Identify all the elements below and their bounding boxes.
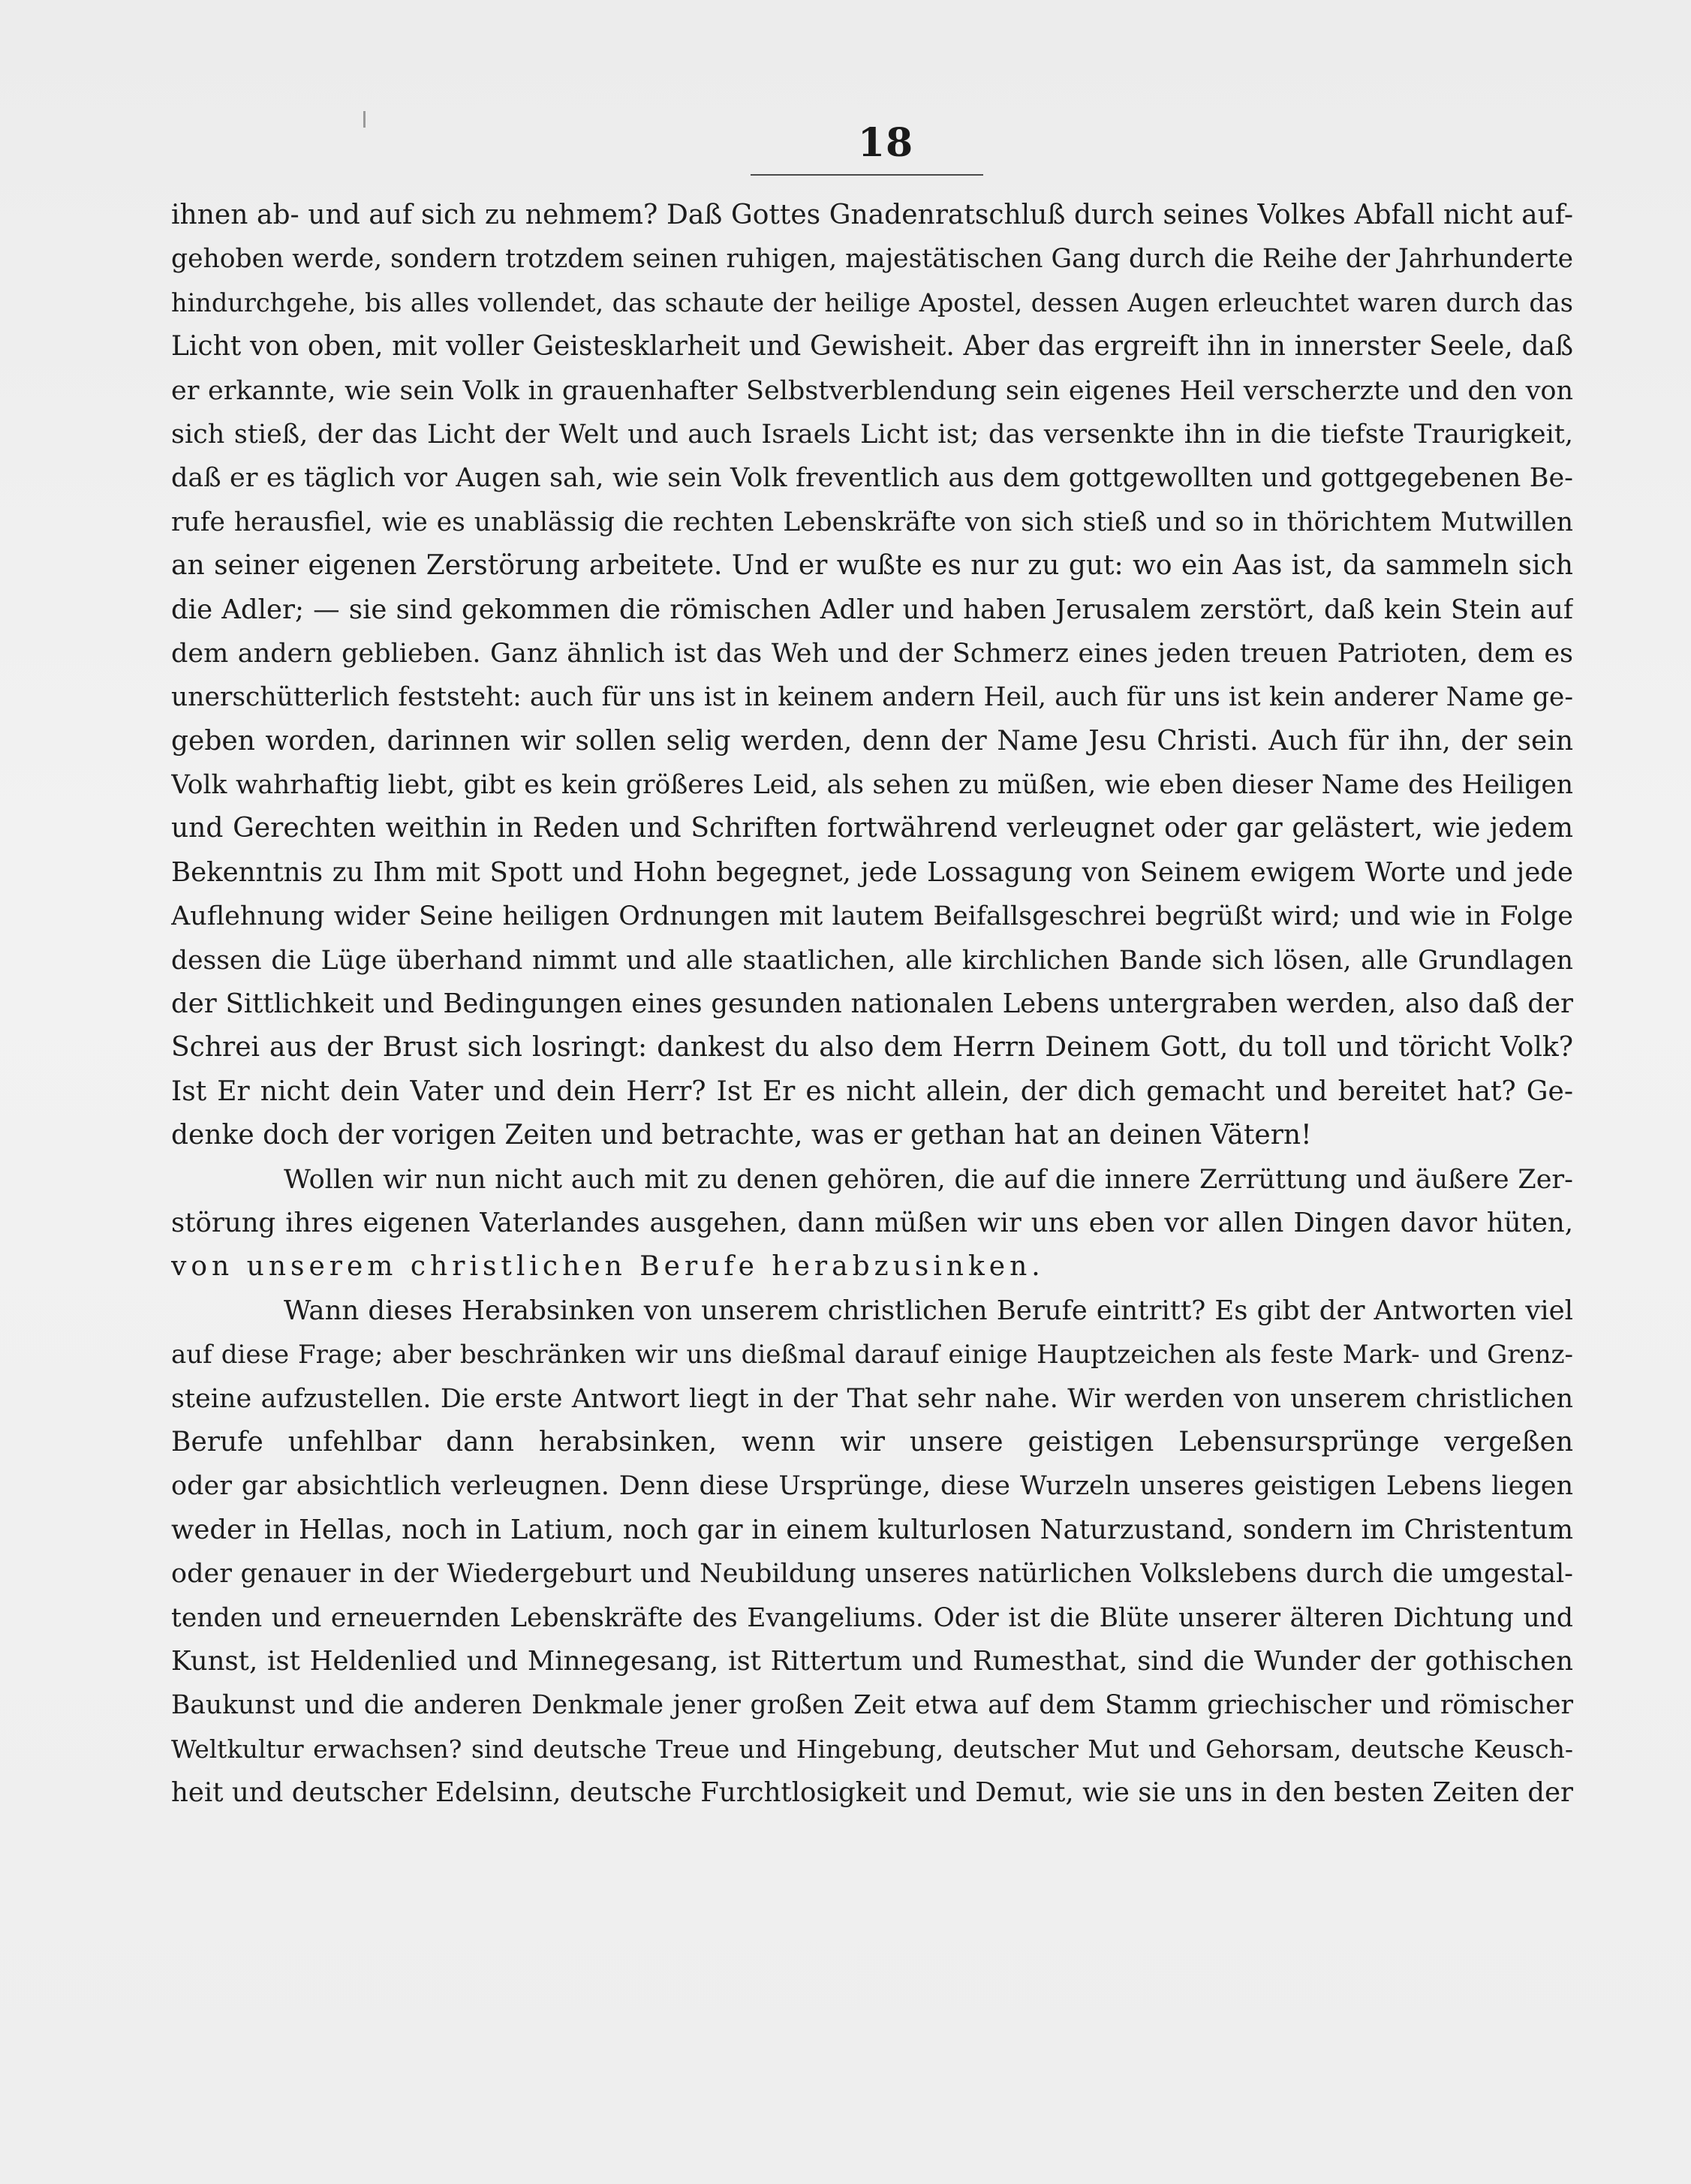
- text-line: der Sittlichkeit und Bedingungen eines gesunden nationalen Lebens untergraben werden, also daß der: [171, 988, 1573, 1020]
- text-line: dessen die Lüge überhand nimmt und alle staatlichen, alle kirchlichen Bande sich lösen, alle Grundlagen: [171, 945, 1573, 976]
- text-line: steine aufzustellen. Die erste Antwort liegt in der That sehr nahe. Wir werden von unserem christlichen: [171, 1383, 1573, 1414]
- text-line: Weltkultur erwachsen? sind deutsche Treue und Hingebung, deutscher Mut und Gehorsam, deutsche Keusch-: [171, 1734, 1573, 1764]
- text-line: auf diese Frage; aber beschränken wir uns dießmal darauf einige Hauptzeichen als feste Mark- und Grenz-: [171, 1340, 1573, 1370]
- text-line: Wann dieses Herabsinken von unserem christlichen Berufe eintritt? Es gibt der Antworten viel: [284, 1295, 1573, 1326]
- text-line: hindurchgehe, bis alles vollendet, das schaute der heilige Apostel, dessen Augen erleuchtet waren durch das: [171, 287, 1573, 317]
- text-line: rufe herausfiel, wie es unablässig die rechten Lebenskräfte von sich stieß und so in thörichtem Mutwillen: [171, 507, 1573, 537]
- text-line: Berufe unfehlbar dann herabsinken, wenn wir unsere geistigen Lebensursprünge vergeßen: [171, 1426, 1573, 1458]
- page-number-rule: [751, 174, 983, 176]
- text-line: Wollen wir nun nicht auch mit zu denen gehören, die auf die innere Zerrüttung und äußere Zer-: [284, 1164, 1573, 1195]
- text-line: Kunst, ist Heldenlied und Minnegesang, ist Rittertum und Rumesthat, sind die Wunder der gothischen: [171, 1645, 1573, 1677]
- text-line: tenden und erneuernden Lebenskräfte des Evangeliums. Oder ist die Blüte unserer älteren Dichtung und: [171, 1602, 1573, 1633]
- text-line: und Gerechten weithin in Reden und Schriften fortwährend verleugnet oder gar gelästert, wie jedem: [171, 813, 1573, 844]
- text-line: die Adler; — sie sind gekommen die römischen Adler und haben Jerusalem zerstört, daß kein Stein auf: [171, 594, 1573, 625]
- text-line: denke doch der vorigen Zeiten und betrachte, was er gethan hat an deinen Vätern!: [171, 1120, 1312, 1151]
- text-line: sich stieß, der das Licht der Welt und auch Israels Licht ist; das versenkte ihn in die tiefste Traurigkeit,: [171, 419, 1573, 450]
- text-line: Bekenntnis zu Ihm mit Spott und Hohn begegnet, jede Lossagung von Seinem ewigem Worte und jede: [171, 856, 1573, 888]
- text-line: er erkannte, wie sein Volk in grauenhafter Selbstverblendung sein eigenes Heil verscherzte und den von: [171, 375, 1573, 406]
- text-line: gehoben werde, sondern trotzdem seinen ruhigen, majestätischen Gang durch die Reihe der Jahrhunderte: [171, 244, 1573, 275]
- body-text: [171, 194, 1573, 1815]
- text-line: Licht von oben, mit voller Geistesklarheit und Gewisheit. Aber das ergreift ihn in innerster Seele, daß: [171, 331, 1573, 362]
- text-line: Baukunst und die anderen Denkmale jener großen Zeit etwa auf dem Stamm griechischer und römischer: [171, 1690, 1573, 1721]
- text-line: von unserem christlichen Berufe herabzusinken.: [171, 1251, 1045, 1283]
- text-line: weder in Hellas, noch in Latium, noch gar in einem kulturlosen Naturzustand, sondern im Christentum: [171, 1514, 1573, 1545]
- text-line: unerschütterlich feststeht: auch für uns ist in keinem andern Heil, auch für uns ist kein anderer Name ge-: [171, 682, 1573, 713]
- text-line: oder genauer in der Wiedergeburt und Neubildung unseres natürlichen Volkslebens durch die umgestal-: [171, 1559, 1573, 1590]
- page-number: 18: [857, 120, 914, 166]
- text-line: daß er es täglich vor Augen sah, wie sein Volk freventlich aus dem gottgewollten und gottgegebenen Be-: [171, 463, 1573, 494]
- text-line: geben worden, darinnen wir sollen selig werden, denn der Name Jesu Christi. Auch für ihn, der sein: [171, 725, 1573, 757]
- text-line: dem andern geblieben. Ganz ähnlich ist das Weh und der Schmerz eines jeden treuen Patrioten, dem es: [171, 638, 1573, 669]
- text-line: heit und deutscher Edelsinn, deutsche Furchtlosigkeit und Demut, wie sie uns in den besten Zeiten der: [171, 1777, 1573, 1809]
- text-line: ihnen ab- und auf sich zu nehmem? Daß Gottes Gnadenratschluß durch seines Volkes Abfall nicht auf-: [171, 200, 1573, 230]
- text-line: Ist Er nicht dein Vater und dein Herr? Ist Er es nicht allein, der dich gemacht und bereitet hat? Ge-: [171, 1075, 1573, 1107]
- text-line: oder gar absichtlich verleugnen. Denn diese Ursprünge, diese Wurzeln unseres geistigen Lebens liegen: [171, 1471, 1573, 1502]
- text-line: Volk wahrhaftig liebt, gibt es kein größeres Leid, als sehen zu müßen, wie eben dieser Name des Heiligen: [171, 770, 1573, 801]
- text-line: an seiner eigenen Zerstörung arbeitete. Und er wußte es nur zu gut: wo ein Aas ist, da sammeln sich: [171, 550, 1573, 582]
- text-line: störung ihres eigenen Vaterlandes ausgehen, dann müßen wir uns eben vor allen Dingen davor hüten,: [171, 1207, 1573, 1238]
- text-line: Auflehnung wider Seine heiligen Ordnungen mit lautem Beifallsgeschrei begrüßt wird; und wie in Folge: [171, 901, 1573, 932]
- text-line: Schrei aus der Brust sich losringt: dankest du also dem Herrn Deinem Gott, du toll und töricht Volk?: [171, 1032, 1573, 1063]
- margin-mark: [363, 111, 366, 128]
